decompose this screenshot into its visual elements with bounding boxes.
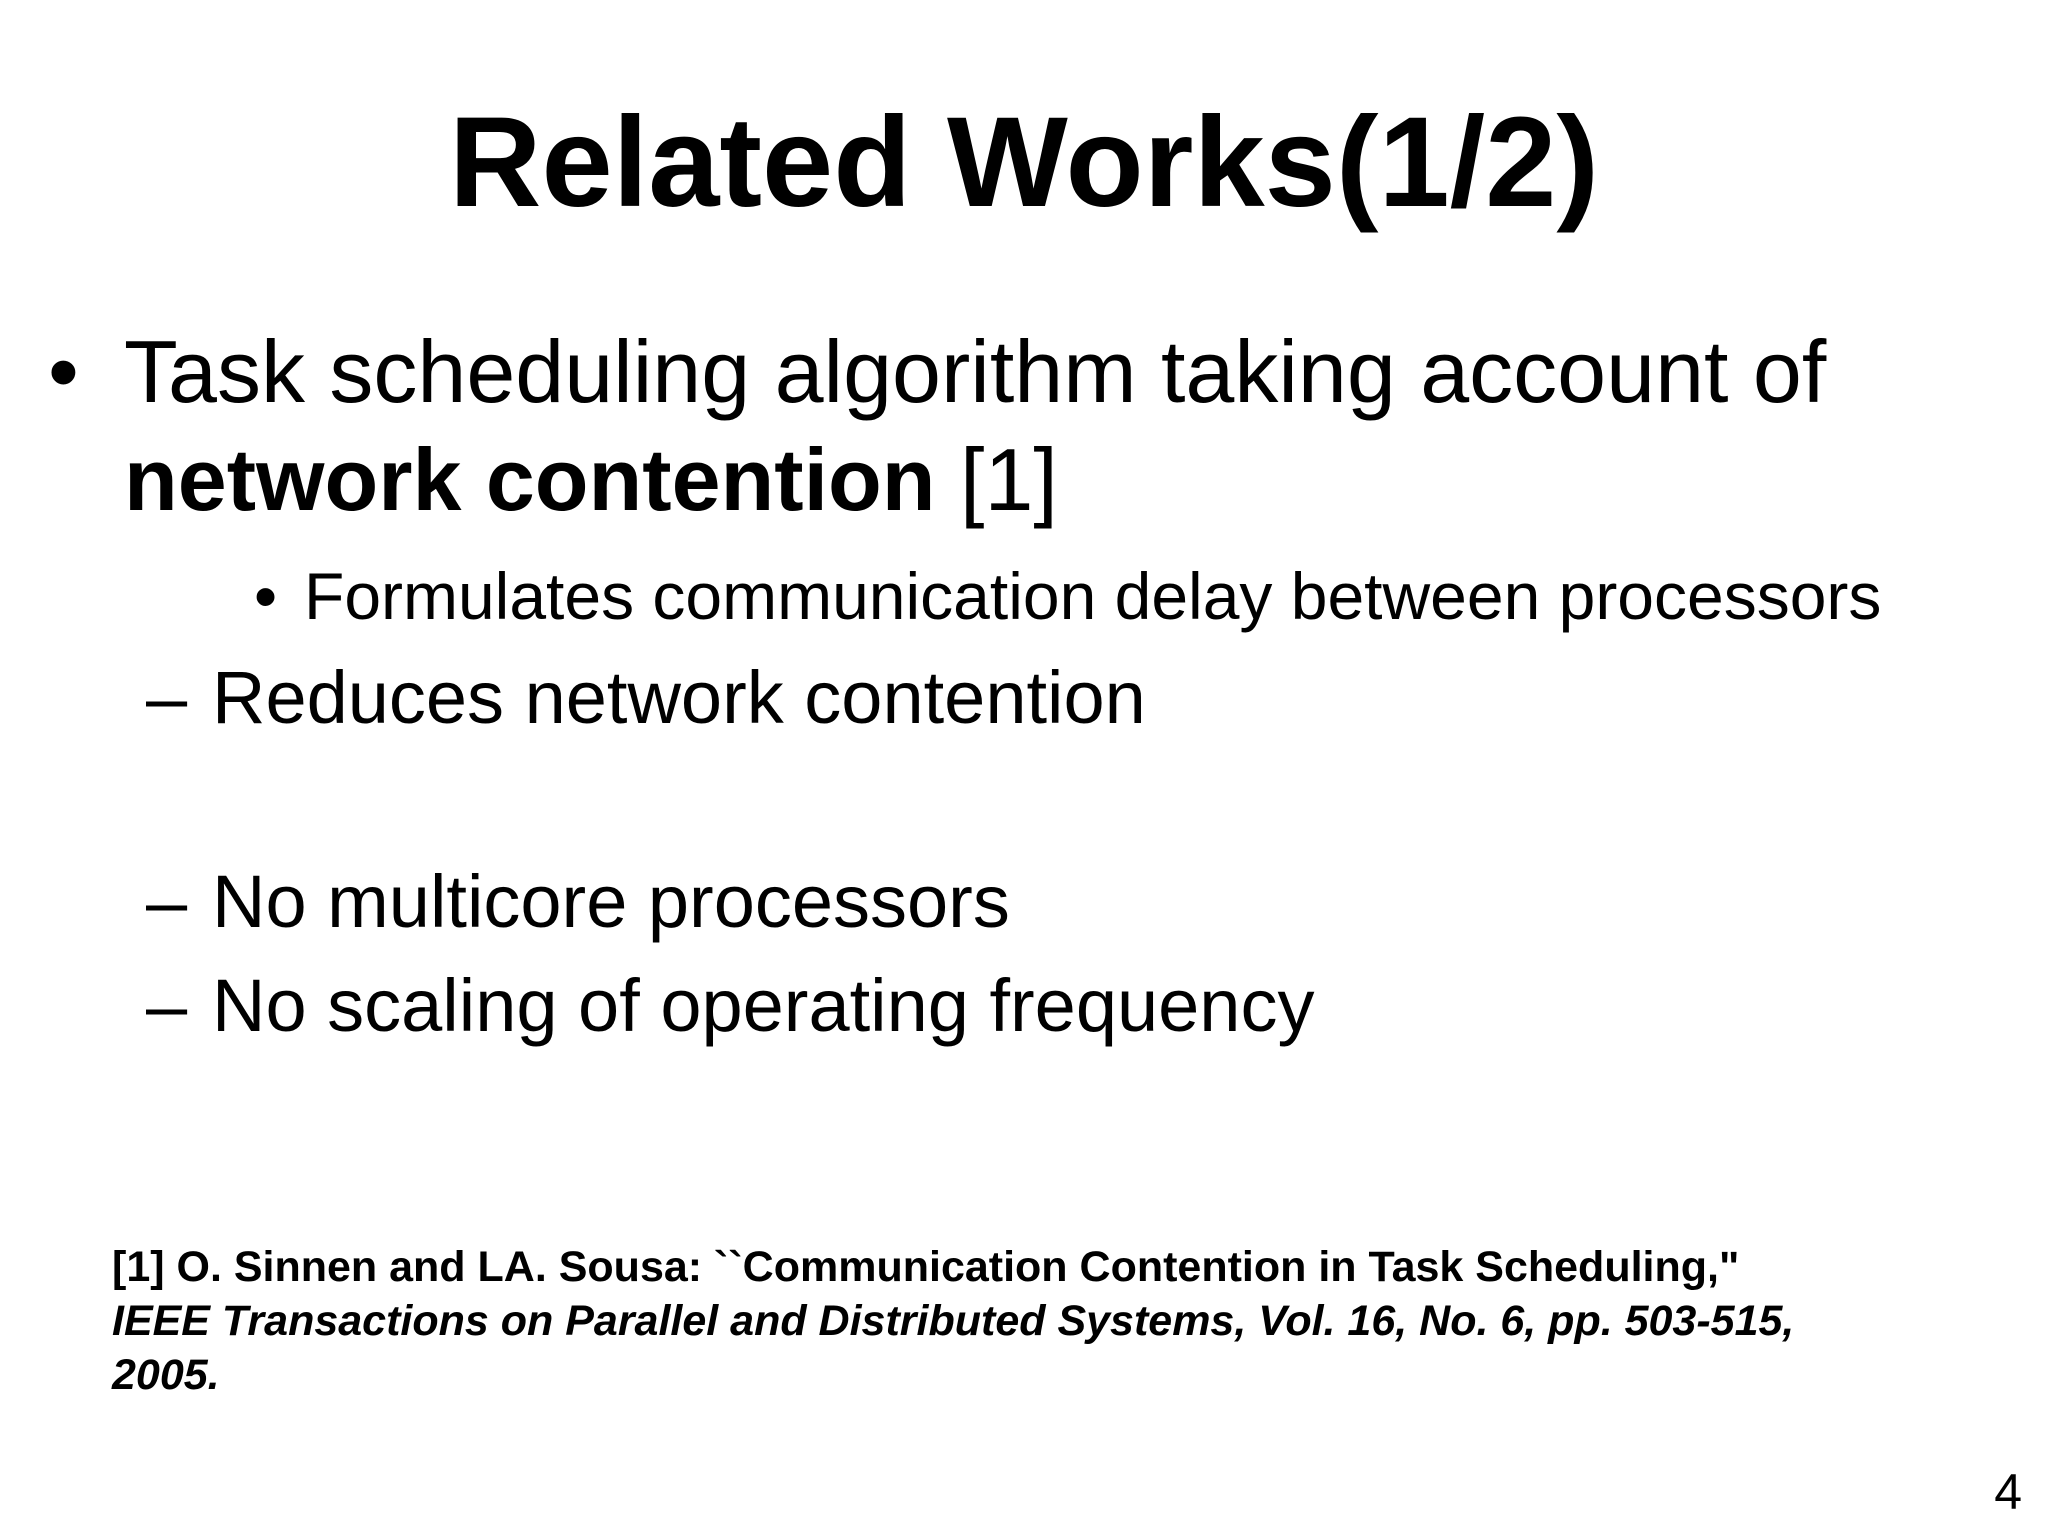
reference-line-3: 2005. bbox=[112, 1351, 220, 1399]
dash-item-text: Reduces network contention bbox=[212, 656, 1146, 739]
dash-item-text: No scaling of operating frequency bbox=[212, 964, 1315, 1047]
sub-bullet-marker: • bbox=[254, 559, 278, 633]
page-number: 4 bbox=[1994, 1464, 2022, 1520]
reference-line-2: IEEE Transactions on Parallel and Distributed Systems, Vol. 16, No. 6, pp. 503-515, bbox=[112, 1297, 1795, 1345]
dash-item-reduces-contention bbox=[146, 654, 1146, 742]
dash-marker: – bbox=[146, 964, 188, 1047]
main-bullet-line-2 bbox=[124, 426, 1994, 534]
dash-marker: – bbox=[146, 860, 188, 943]
dash-item-no-frequency-scaling bbox=[146, 962, 1314, 1050]
main-bullet-line-1: Task scheduling algorithm taking account of bbox=[124, 322, 1827, 421]
sub-bullet bbox=[254, 556, 1881, 636]
dash-item-no-multicore bbox=[146, 858, 1010, 946]
emphasis-text: network contention bbox=[124, 430, 936, 529]
sub-bullet-text: Formulates communication delay between processors bbox=[304, 559, 1882, 633]
slide-title: Related Works(1/2) bbox=[449, 91, 1599, 234]
reference-line-1: [1] O. Sinnen and LA. Sousa: ``Communication Contention in Task Scheduling," bbox=[112, 1243, 1740, 1291]
dash-marker: – bbox=[146, 656, 188, 739]
bullet-marker: • bbox=[48, 322, 79, 421]
citation-ref: [1] bbox=[935, 430, 1058, 529]
main-bullet-text bbox=[124, 318, 1994, 534]
dash-item-text: No multicore processors bbox=[212, 860, 1010, 943]
reference-footnote bbox=[112, 1240, 1972, 1402]
